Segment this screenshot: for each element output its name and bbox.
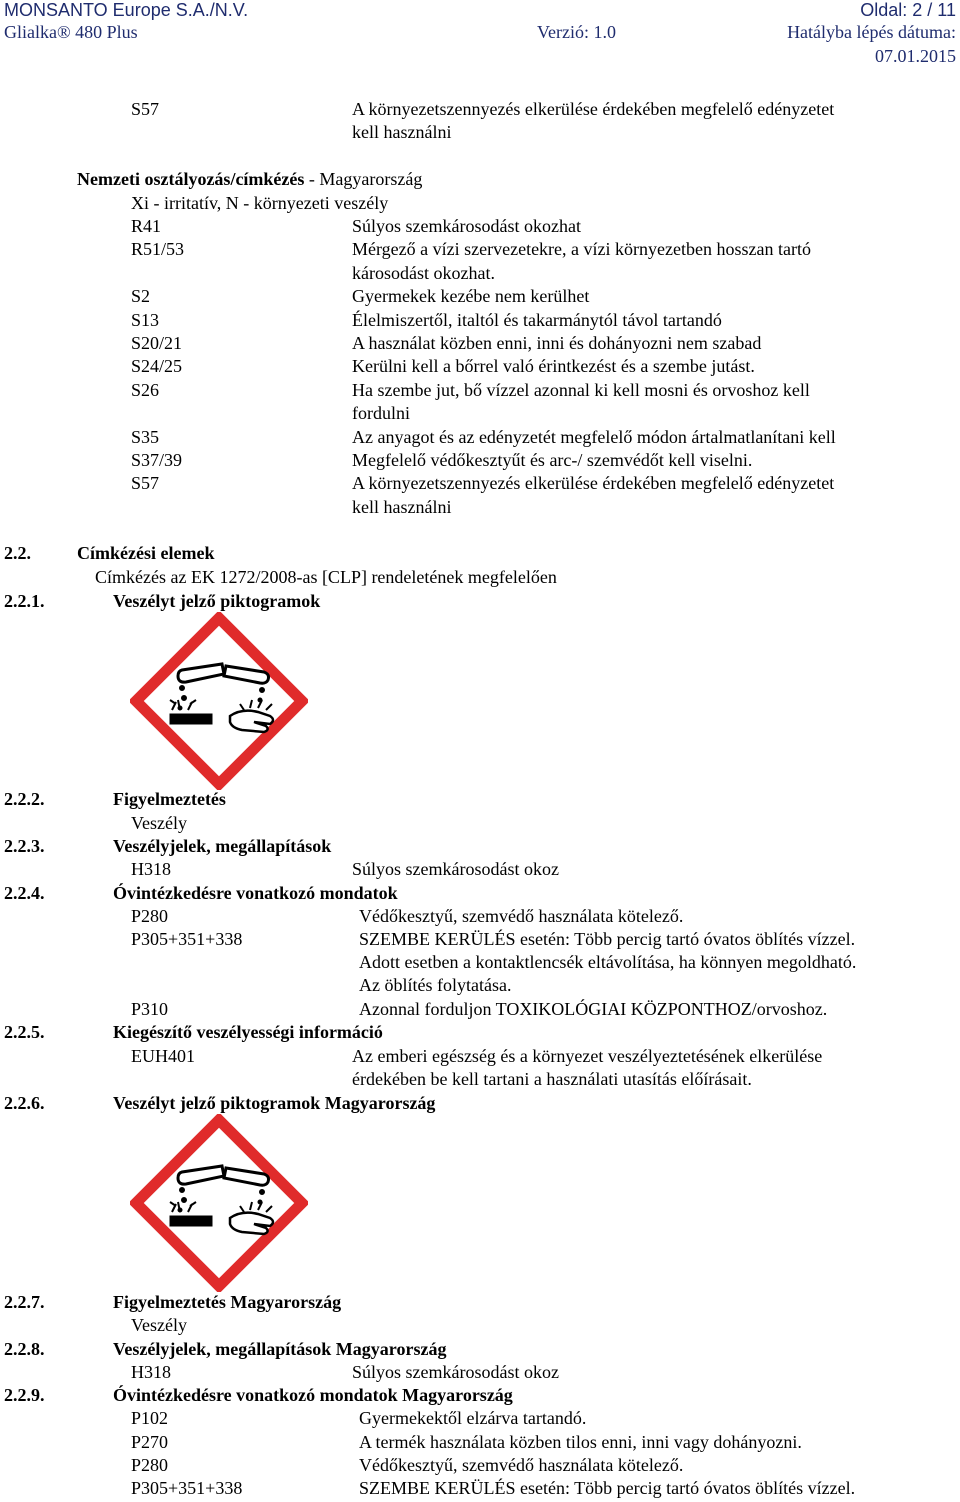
section-number: 2.2.5.	[4, 1022, 45, 1042]
section-number: 2.2.6.	[4, 1093, 45, 1113]
phrase-code: S20/21	[131, 333, 183, 353]
section-number: 2.2.2.	[4, 789, 45, 809]
national-title-country: - Magyarország	[304, 169, 423, 189]
section-subtitle: Címkézés az EK 1272/2008-as [CLP] rendeletének megfelelően	[95, 567, 557, 587]
phrase-text: Mérgező a vízi szervezetekre, a vízi környezetben hosszan tartó	[352, 239, 811, 260]
precaution-code: P305+351+338	[131, 1478, 243, 1498]
euh-code: EUH401	[131, 1046, 195, 1066]
precaution-text: A termék használata közben tilos enni, inni vagy dohányozni.	[359, 1432, 802, 1452]
section-title: Veszélyt jelző piktogramok Magyarország	[113, 1093, 436, 1113]
precaution-code: P305+351+338	[131, 929, 243, 949]
phrase-text: Élelmiszertől, italtól és takarmánytól távol tartandó	[352, 309, 722, 330]
precaution-code: P280	[131, 906, 169, 926]
version: Verzió: 1.0	[537, 22, 616, 42]
section-title: Címkézési elemek	[77, 543, 215, 563]
phrase-text: A környezetszennyezés elkerülése érdekében megfelelő edényzetet	[352, 99, 835, 119]
signal-word: Veszély	[131, 1315, 187, 1335]
section-title: Figyelmeztetés Magyarország	[113, 1292, 342, 1312]
phrase-text: A környezetszennyezés elkerülése érdekében megfelelő edényzetet	[352, 473, 835, 494]
phrase-text: Az anyagot és az edényzetét megfelelő módon ártalmatlanítani kell	[352, 426, 836, 447]
precaution-text: SZEMBE KERÜLÉS esetén: Több percig tartó óvatos öblítés vízzel.	[359, 929, 856, 949]
precaution-text: Gyermekektől elzárva tartandó.	[359, 1408, 587, 1428]
phrase-code: R41	[131, 216, 162, 236]
section-number: 2.2.7.	[4, 1292, 45, 1312]
product-name: Glialka® 480 Plus	[4, 22, 138, 42]
precaution-text: Védőkesztyű, szemvédő használata kötelező.	[359, 1455, 684, 1475]
section-number: 2.2.8.	[4, 1339, 45, 1359]
precaution-text: Védőkesztyű, szemvédő használata kötelező.	[359, 906, 684, 926]
phrase-text: károsodást okozhat.	[352, 262, 495, 283]
effective-date: 07.01.2015	[875, 46, 956, 66]
phrase-code: S57	[131, 473, 160, 494]
phrase-code: S35	[131, 426, 160, 447]
phrase-text: kell használni	[352, 122, 452, 142]
national-classification-title	[77, 168, 422, 191]
precaution-text: Adott esetben a kontaktlencsék eltávolítása, ha könnyen megoldható.	[359, 952, 857, 972]
phrase-text: Kerülni kell a bőrrel való érintkezést és a szembe jutást.	[352, 356, 755, 377]
euh-text: érdekében be kell tartani a használati utasítás előírásait.	[352, 1069, 752, 1089]
precaution-text: Azonnal forduljon TOXIKOLÓGIAI KÖZPONTHOZ/orvoshoz.	[359, 999, 828, 1019]
section-title: Veszélyjelek, megállapítások	[113, 836, 332, 856]
section-number: 2.2.4.	[4, 883, 45, 903]
corrosion-pictogram	[130, 612, 308, 790]
hazard-code: H318	[131, 1362, 171, 1382]
section-title: Óvintézkedésre vonatkozó mondatok Magyarország	[113, 1385, 513, 1405]
precaution-code: P102	[131, 1408, 169, 1428]
phrase-code: S2	[131, 286, 151, 307]
phrase-text: Gyermekek kezébe nem kerülhet	[352, 286, 590, 307]
pictogram-border	[136, 1120, 302, 1286]
section-number: 2.2.3.	[4, 836, 45, 856]
section-title: Kiegészítő veszélyességi információ	[113, 1022, 383, 1042]
phrase-text: Súlyos szemkárosodást okozhat	[352, 216, 581, 236]
phrase-text: Ha szembe jut, bő vízzel azonnal ki kell mosni és orvoshoz kell	[352, 379, 810, 400]
corrosion-pictogram	[130, 1114, 308, 1292]
euh-text: Az emberi egészség és a környezet veszélyeztetésének elkerülése	[352, 1046, 823, 1066]
precaution-code: P270	[131, 1432, 169, 1452]
section-number: 2.2.9.	[4, 1385, 45, 1405]
phrase-text: kell használni	[352, 496, 452, 517]
section-title: Veszélyt jelző piktogramok	[113, 591, 321, 611]
phrase-code: S37/39	[131, 450, 183, 470]
hazard-code: H318	[131, 859, 171, 879]
hazard-symbols: Xi - irritatív, N - környezeti veszély	[131, 193, 389, 213]
phrase-text: Megfelelő védőkesztyűt és arc-/ szemvédőt kell viselni.	[352, 450, 753, 470]
national-title-bold: Nemzeti osztályozás/címkézés	[77, 169, 305, 189]
phrase-code: S24/25	[131, 356, 183, 377]
hazard-text: Súlyos szemkárosodást okoz	[352, 859, 559, 879]
section-number: 2.2.1.	[4, 591, 45, 611]
page-indicator: Oldal: 2 / 11	[860, 0, 956, 20]
phrase-text: A használat közben enni, inni és dohányozni nem szabad	[352, 333, 762, 353]
phrase-code: S26	[131, 379, 160, 400]
precaution-code: P310	[131, 999, 169, 1019]
phrase-code: R51/53	[131, 239, 185, 260]
company-name: MONSANTO Europe S.A./N.V.	[4, 0, 249, 20]
section-title: Óvintézkedésre vonatkozó mondatok	[113, 883, 398, 903]
section-title: Figyelmeztetés	[113, 789, 226, 809]
section-title: Veszélyjelek, megállapítások Magyarország	[113, 1339, 447, 1359]
phrase-text: fordulni	[352, 403, 410, 424]
precaution-code: P280	[131, 1455, 169, 1475]
section-number: 2.2.	[4, 543, 31, 563]
effective-date-label: Hatályba lépés dátuma:	[787, 22, 956, 42]
hazard-text: Súlyos szemkárosodást okoz	[352, 1362, 559, 1382]
signal-word: Veszély	[131, 813, 187, 833]
phrase-code: S13	[131, 309, 160, 330]
precaution-text: SZEMBE KERÜLÉS esetén: Több percig tartó óvatos öblítés vízzel.	[359, 1478, 856, 1498]
precaution-text: Az öblítés folytatása.	[359, 975, 512, 995]
pictogram-border	[136, 618, 302, 784]
phrase-code: S57	[131, 99, 160, 119]
